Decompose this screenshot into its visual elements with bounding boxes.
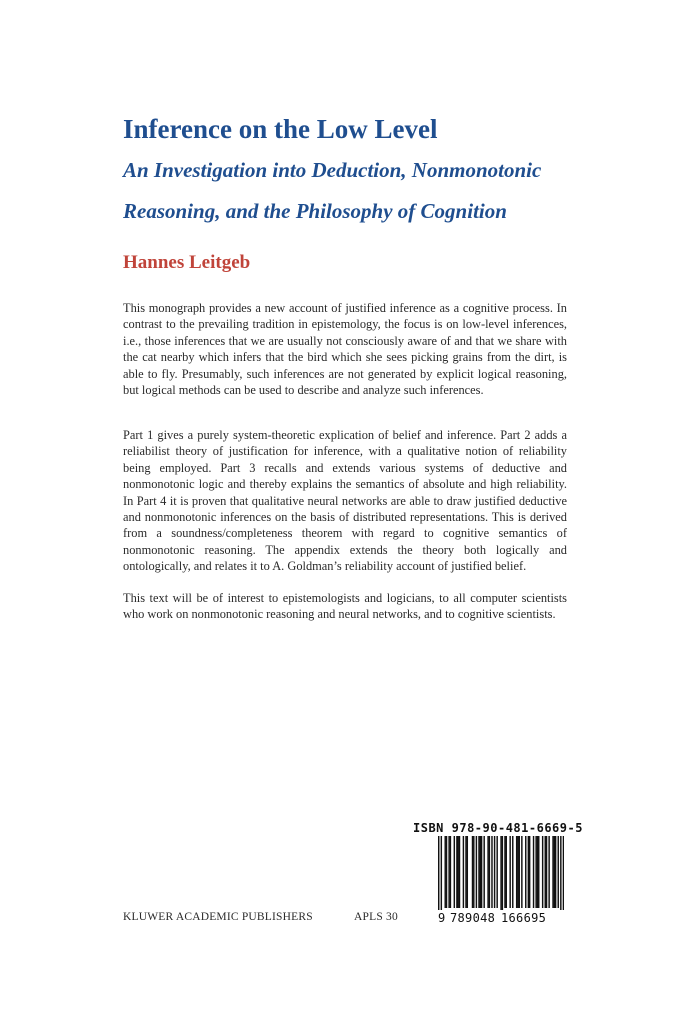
barcode-bar	[465, 836, 466, 908]
barcode-bar	[463, 836, 464, 908]
barcode-digit-group-1: 789048	[450, 911, 496, 925]
barcode-bar	[480, 836, 481, 908]
barcode-bar	[478, 836, 479, 908]
book-subtitle-line-2: Reasoning, and the Philosophy of Cognition	[123, 199, 507, 223]
barcode-bar	[512, 836, 513, 908]
series-number: APLS 30	[354, 911, 398, 923]
barcode-bar	[444, 836, 445, 908]
barcode-bar	[494, 836, 495, 908]
barcode-bar	[496, 836, 497, 908]
book-subtitle-line-1: An Investigation into Deduction, Nonmonotonic	[123, 158, 542, 182]
barcode-digit-first: 9	[438, 911, 446, 925]
barcode-bar	[516, 836, 517, 908]
barcode-bar	[563, 836, 564, 910]
barcode-bar	[548, 836, 549, 908]
barcode-bar	[491, 836, 492, 908]
barcode-bar	[542, 836, 543, 908]
barcode-bar	[533, 836, 534, 908]
blurb-paragraph-1: This monograph provides a new account of justified inference as a cognitive process. In contrast to the prevailing tradition in epistemology, the focus is on low-level inferences, i.e., those inferences that we are usually not consciously aware of and that we share with the cat nearby which infers that the bird which she sees picking grains from the dirt, is able to fly. Presumably, such inferences are not generated by explicit logical reasoning, but logical methods can be used to describe and analyze such inferences.	[123, 301, 567, 398]
barcode-bar	[517, 836, 518, 908]
publisher-name: KLUWER ACADEMIC PUBLISHERS	[123, 911, 313, 923]
barcode-bar	[467, 836, 468, 908]
barcode-bar	[545, 836, 546, 908]
barcode-bar	[457, 836, 458, 908]
barcode-bar	[509, 836, 510, 908]
barcode-bar	[552, 836, 553, 908]
barcode-bar	[441, 836, 442, 910]
barcode-bar	[528, 836, 529, 908]
barcode-bar	[538, 836, 539, 908]
author-name: Hannes Leitgeb	[123, 252, 251, 273]
barcode-bar	[519, 836, 520, 908]
barcode-bar	[456, 836, 457, 908]
book-title: Inference on the Low Level	[123, 114, 438, 144]
barcode-bar	[554, 836, 555, 908]
barcode-bar	[476, 836, 477, 908]
barcode-bar	[529, 836, 530, 908]
blurb-paragraph-3: This text will be of interest to epistemologists and logicians, to all computer scientists who work on nonmonotonic reasoning and neural networks, and to cognitive scientists.	[123, 591, 567, 622]
barcode-bar	[438, 836, 439, 910]
barcode-bar	[450, 836, 451, 908]
barcode-bar	[504, 836, 505, 908]
barcode-bar	[555, 836, 556, 908]
barcode-bars	[438, 836, 564, 910]
barcode-bar	[472, 836, 473, 908]
barcode-bar	[537, 836, 538, 908]
barcode-bar	[473, 836, 474, 908]
barcode-bar	[521, 836, 522, 908]
blurb-paragraph-2: Part 1 gives a purely system-theoretic explication of belief and inference. Part 2 adds a reliabilist theory of justification for inference, with a qualitative notion of reliability being employed. Part 3 recalls and extends various systems of deductive and nonmonotonic logic and thereby explains the semantics of absolute and high reliability. In Part 4 it is proven that qualitative neural networks are able to draw justified deductive and nonmonotonic inferences on the basis of distributed representations. This is derived from a soundness/completeness theorem with regard to cognitive semantics of nonmonotonic reasoning. The appendix extends the theory both logically and ontologically, and relates it to A. Goldman’s reliability account of justified belief.	[123, 428, 567, 574]
barcode-bar	[535, 836, 536, 908]
barcode-bar	[454, 836, 455, 908]
barcode-bar	[446, 836, 447, 908]
barcode-bar	[502, 836, 503, 910]
barcode-bar	[500, 836, 501, 910]
barcode-bar	[487, 836, 488, 908]
barcode-bar	[506, 836, 507, 908]
barcode-bar	[489, 836, 490, 908]
barcode-bar	[558, 836, 559, 908]
barcode-bar	[459, 836, 460, 908]
barcode-bar	[560, 836, 561, 910]
barcode-bar	[481, 836, 482, 908]
isbn-label: ISBN 978-90-481-6669-5	[413, 821, 583, 835]
barcode-bar	[448, 836, 449, 908]
barcode-bar	[483, 836, 484, 908]
barcode-bar	[546, 836, 547, 908]
barcode-digit-group-2: 166695	[501, 911, 547, 925]
barcode-bar	[525, 836, 526, 908]
